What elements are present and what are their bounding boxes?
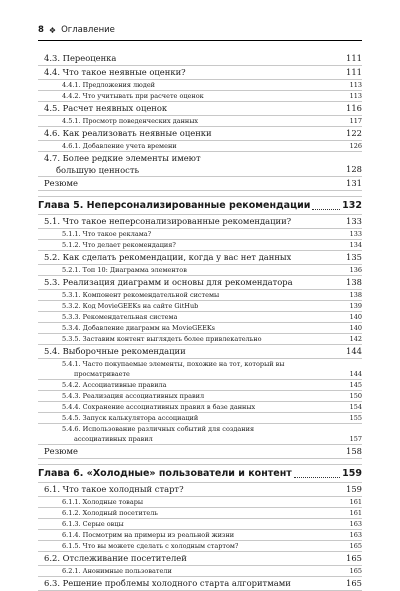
entry-title [62,566,172,576]
entry-page-number: 165 [346,578,362,588]
entry-title-text: Резюме [44,178,78,188]
toc-subsection[interactable] [38,240,362,251]
entry-page-number: 165 [346,553,362,563]
entry-title-text: 5.2.1. Топ 10: Диаграмма элементов [62,266,187,274]
entry-title [62,497,143,507]
entry-title-text: 6.1.1. Холодные товары [62,498,144,506]
entry-page-number: 163 [349,531,362,539]
toc-subsection[interactable] [38,424,362,445]
entry-title [44,52,116,65]
toc-chapter[interactable] [38,465,362,483]
entry-page-number: 128 [346,164,362,174]
entry-title-text: Глава 5. Неперсонализированные рекомендации [38,200,311,211]
toc-subsection[interactable] [38,80,362,91]
entry-title-text: 4.4.1. Предложения людей [62,81,156,89]
toc-section[interactable] [38,66,362,80]
entry-title-text: 6.1.5. Что вы можете сделать с холодным стартом? [62,542,239,550]
entry-title-text: 5.3.1. Компонент рекомендательной системы [62,291,220,299]
entry-title-text: 5.3.2. Код MovieGEEKs на сайте GitHub [62,302,199,310]
entry-title [62,91,204,101]
toc-section[interactable] [38,152,362,177]
entry-title [62,530,234,540]
entry-title [62,312,177,322]
toc-section[interactable] [38,552,362,566]
toc-section[interactable] [38,102,362,116]
entry-title-text: Глава 6. «Холодные» пользователи и контент [38,468,292,479]
toc-section[interactable] [38,445,362,459]
toc-subsection[interactable] [38,413,362,424]
entry-page-number: 158 [346,446,362,456]
toc-subsection[interactable] [38,116,362,127]
entry-page-number: 165 [349,567,362,575]
entry-title [44,483,184,496]
entry-page-number: 111 [346,67,362,77]
entry-page-number: 138 [349,291,362,299]
entry-page-number: 134 [349,241,362,249]
entry-page-number: 111 [346,53,362,63]
entry-page-number: 113 [349,81,362,89]
entry-page-number: 117 [349,117,362,125]
toc-subsection[interactable] [38,301,362,312]
entry-page-number: 138 [346,277,362,287]
dot-leader [294,477,340,478]
entry-title-text: 5.4.3. Реализация ассоциативных правил [62,392,205,400]
entry-page-number: 155 [349,414,362,422]
entry-title [62,323,215,333]
entry-title-continuation: ассоциативных правил [74,435,153,443]
entry-page-number: 161 [349,509,362,517]
toc-subsection[interactable] [38,497,362,508]
entry-page-number: 165 [349,542,362,550]
entry-title [62,290,219,300]
entry-title-continuation: просматриваете [74,370,130,378]
entry-title-text: 6.3. Решение проблемы холодного старта алгоритмами [44,578,291,588]
entry-title [44,102,167,115]
entry-page-number: 144 [346,346,362,356]
entry-title-text: 4.3. Переоценка [44,53,117,63]
entry-page-number: 142 [349,335,362,343]
toc-subsection[interactable] [38,380,362,391]
entry-title-text: 5.1.1. Что такое реклама? [62,230,152,238]
entry-title-text: 5.4.1. Часто покупаемые элементы, похожие на тот, который вы [62,360,285,368]
toc-section[interactable] [38,345,362,359]
toc-subsection[interactable] [38,91,362,102]
entry-title [62,413,198,423]
entry-title [62,359,312,379]
entry-page-number: 126 [349,142,362,150]
toc-subsection[interactable] [38,402,362,413]
entry-title [38,465,292,482]
running-header [38,22,362,38]
entry-title-text: 5.3. Реализация диаграмм и основы для рекомендатора [44,277,293,287]
entry-page-number: 140 [349,324,362,332]
entry-title-text: 4.6. Как реализовать неявные оценки [44,128,212,138]
entry-title-text: 6.2.1. Анонимные пользователи [62,567,172,575]
entry-title [62,301,198,311]
entry-page-number: 145 [349,381,362,389]
entry-title-continuation: большую ценность [56,165,140,175]
entry-title [62,519,124,529]
toc-section[interactable] [38,215,362,229]
toc-section[interactable] [38,483,362,497]
toc-subsection[interactable] [38,323,362,334]
entry-title [62,508,158,518]
entry-title [44,127,212,140]
entry-title-text: 6.1.4. Посмотрим на примеры из реальной жизни [62,531,235,539]
toc-section[interactable] [38,251,362,265]
entry-title [44,445,78,458]
entry-page-number: 140 [349,313,362,321]
entry-title-text: 4.5. Расчет неявных оценок [44,103,168,113]
toc-subsection[interactable] [38,391,362,402]
entry-title-text: 5.4.2. Ассоциативные правила [62,381,167,389]
entry-title-text: 5.1. Что такое неперсонализированные рекомендации? [44,216,292,226]
entry-title [62,80,155,90]
toc-subsection[interactable] [38,229,362,240]
toc-subsection[interactable] [38,508,362,519]
toc-section[interactable] [38,276,362,290]
entry-title [62,391,204,401]
entry-title-text: Резюме [44,446,78,456]
entry-title-text: 6.1.3. Серые овцы [62,520,124,528]
entry-title [62,240,176,250]
entry-title-text: 5.4.4. Сохранение ассоциативных правил в базе данных [62,403,256,411]
entry-title-text: 4.4. Что такое неявные оценки? [44,67,186,77]
entry-title-text: 6.1. Что такое холодный старт? [44,484,184,494]
toc-subsection[interactable] [38,265,362,276]
entry-title [62,116,198,126]
toc-subsection[interactable] [38,290,362,301]
entry-title [44,345,186,358]
entry-page-number: 136 [349,266,362,274]
entry-title-text: 5.2. Как сделать рекомендации, когда у вас нет данных [44,252,292,262]
entry-title [62,424,312,444]
entry-title-text: 5.3.5. Заставим контент выглядеть более привлекательно [62,335,262,343]
ornament-icon: ❖ [48,25,57,35]
toc-subsection[interactable] [38,359,362,380]
entry-title-text: 5.1.2. Что делает рекомендация? [62,241,176,249]
entry-title [62,141,177,151]
entry-title [62,402,255,412]
entry-page-number: 135 [346,252,362,262]
entry-title-text: 6.2. Отслеживание посетителей [44,553,187,563]
header-rule [38,40,362,41]
toc-subsection[interactable] [38,312,362,323]
entry-page-number: 133 [349,230,362,238]
toc-subsection[interactable] [38,519,362,530]
toc-subsection[interactable] [38,141,362,152]
toc-section[interactable] [38,177,362,191]
entry-page-number: 163 [349,520,362,528]
entry-title-text: 6.1.2. Холодный посетитель [62,509,158,517]
toc-subsection[interactable] [38,530,362,541]
entry-title-text: 5.3.4. Добавление диаграмм на MovieGEEKs [62,324,216,332]
toc-section[interactable] [38,127,362,141]
toc-subsection[interactable] [38,541,362,552]
dot-leader [312,209,340,210]
entry-title [44,577,291,590]
toc-section[interactable] [38,577,362,591]
entry-page-number: 133 [346,216,362,226]
entry-title-text: 4.7. Более редкие элементы имеют [44,153,201,163]
toc-section[interactable] [38,52,362,66]
entry-title [62,265,187,275]
entry-page-number: 150 [349,392,362,400]
entry-page-number: 157 [349,435,362,443]
entry-page-number: 132 [342,200,362,211]
entry-page-number: 159 [346,484,362,494]
entry-page-number: 144 [349,370,362,378]
entry-title-text: 5.4. Выборочные рекомендации [44,346,186,356]
toc-subsection[interactable] [38,334,362,345]
entry-title-text: 5.4.6. Использование различных событий для создания [62,425,255,433]
entry-page-number: 139 [349,302,362,310]
entry-title [44,251,291,264]
entry-page-number: 131 [346,178,362,188]
entry-title [62,541,238,551]
entry-title [44,276,293,289]
toc-subsection[interactable] [38,566,362,577]
entry-title-text: 5.4.5. Запуск калькулятора ассоциаций [62,414,199,422]
entry-page-number: 159 [342,468,362,479]
entry-title [62,334,262,344]
toc-chapter[interactable] [38,197,362,215]
entry-title [62,229,151,239]
table-of-contents [38,52,362,591]
running-title: Оглавление [61,25,115,35]
entry-page-number: 116 [346,103,362,113]
entry-page-number: 113 [349,92,362,100]
entry-title-text: 4.6.1. Добавление учета времени [62,142,177,150]
entry-title-text: 4.4.2. Что учитывать при расчете оценок [62,92,204,100]
entry-title-text: 5.3.3. Рекомендательная система [62,313,178,321]
entry-page-number: 122 [346,128,362,138]
entry-page-number: 154 [349,403,362,411]
entry-title-text: 4.5.1. Просмотр поведенческих данных [62,117,199,125]
entry-title [44,552,187,565]
entry-title [44,152,274,176]
entry-title [62,380,167,390]
entry-title [44,215,291,228]
entry-title [44,66,186,79]
entry-title [38,197,310,214]
entry-title [44,177,78,190]
entry-page-number: 161 [349,498,362,506]
page-number: 8 [38,25,44,35]
